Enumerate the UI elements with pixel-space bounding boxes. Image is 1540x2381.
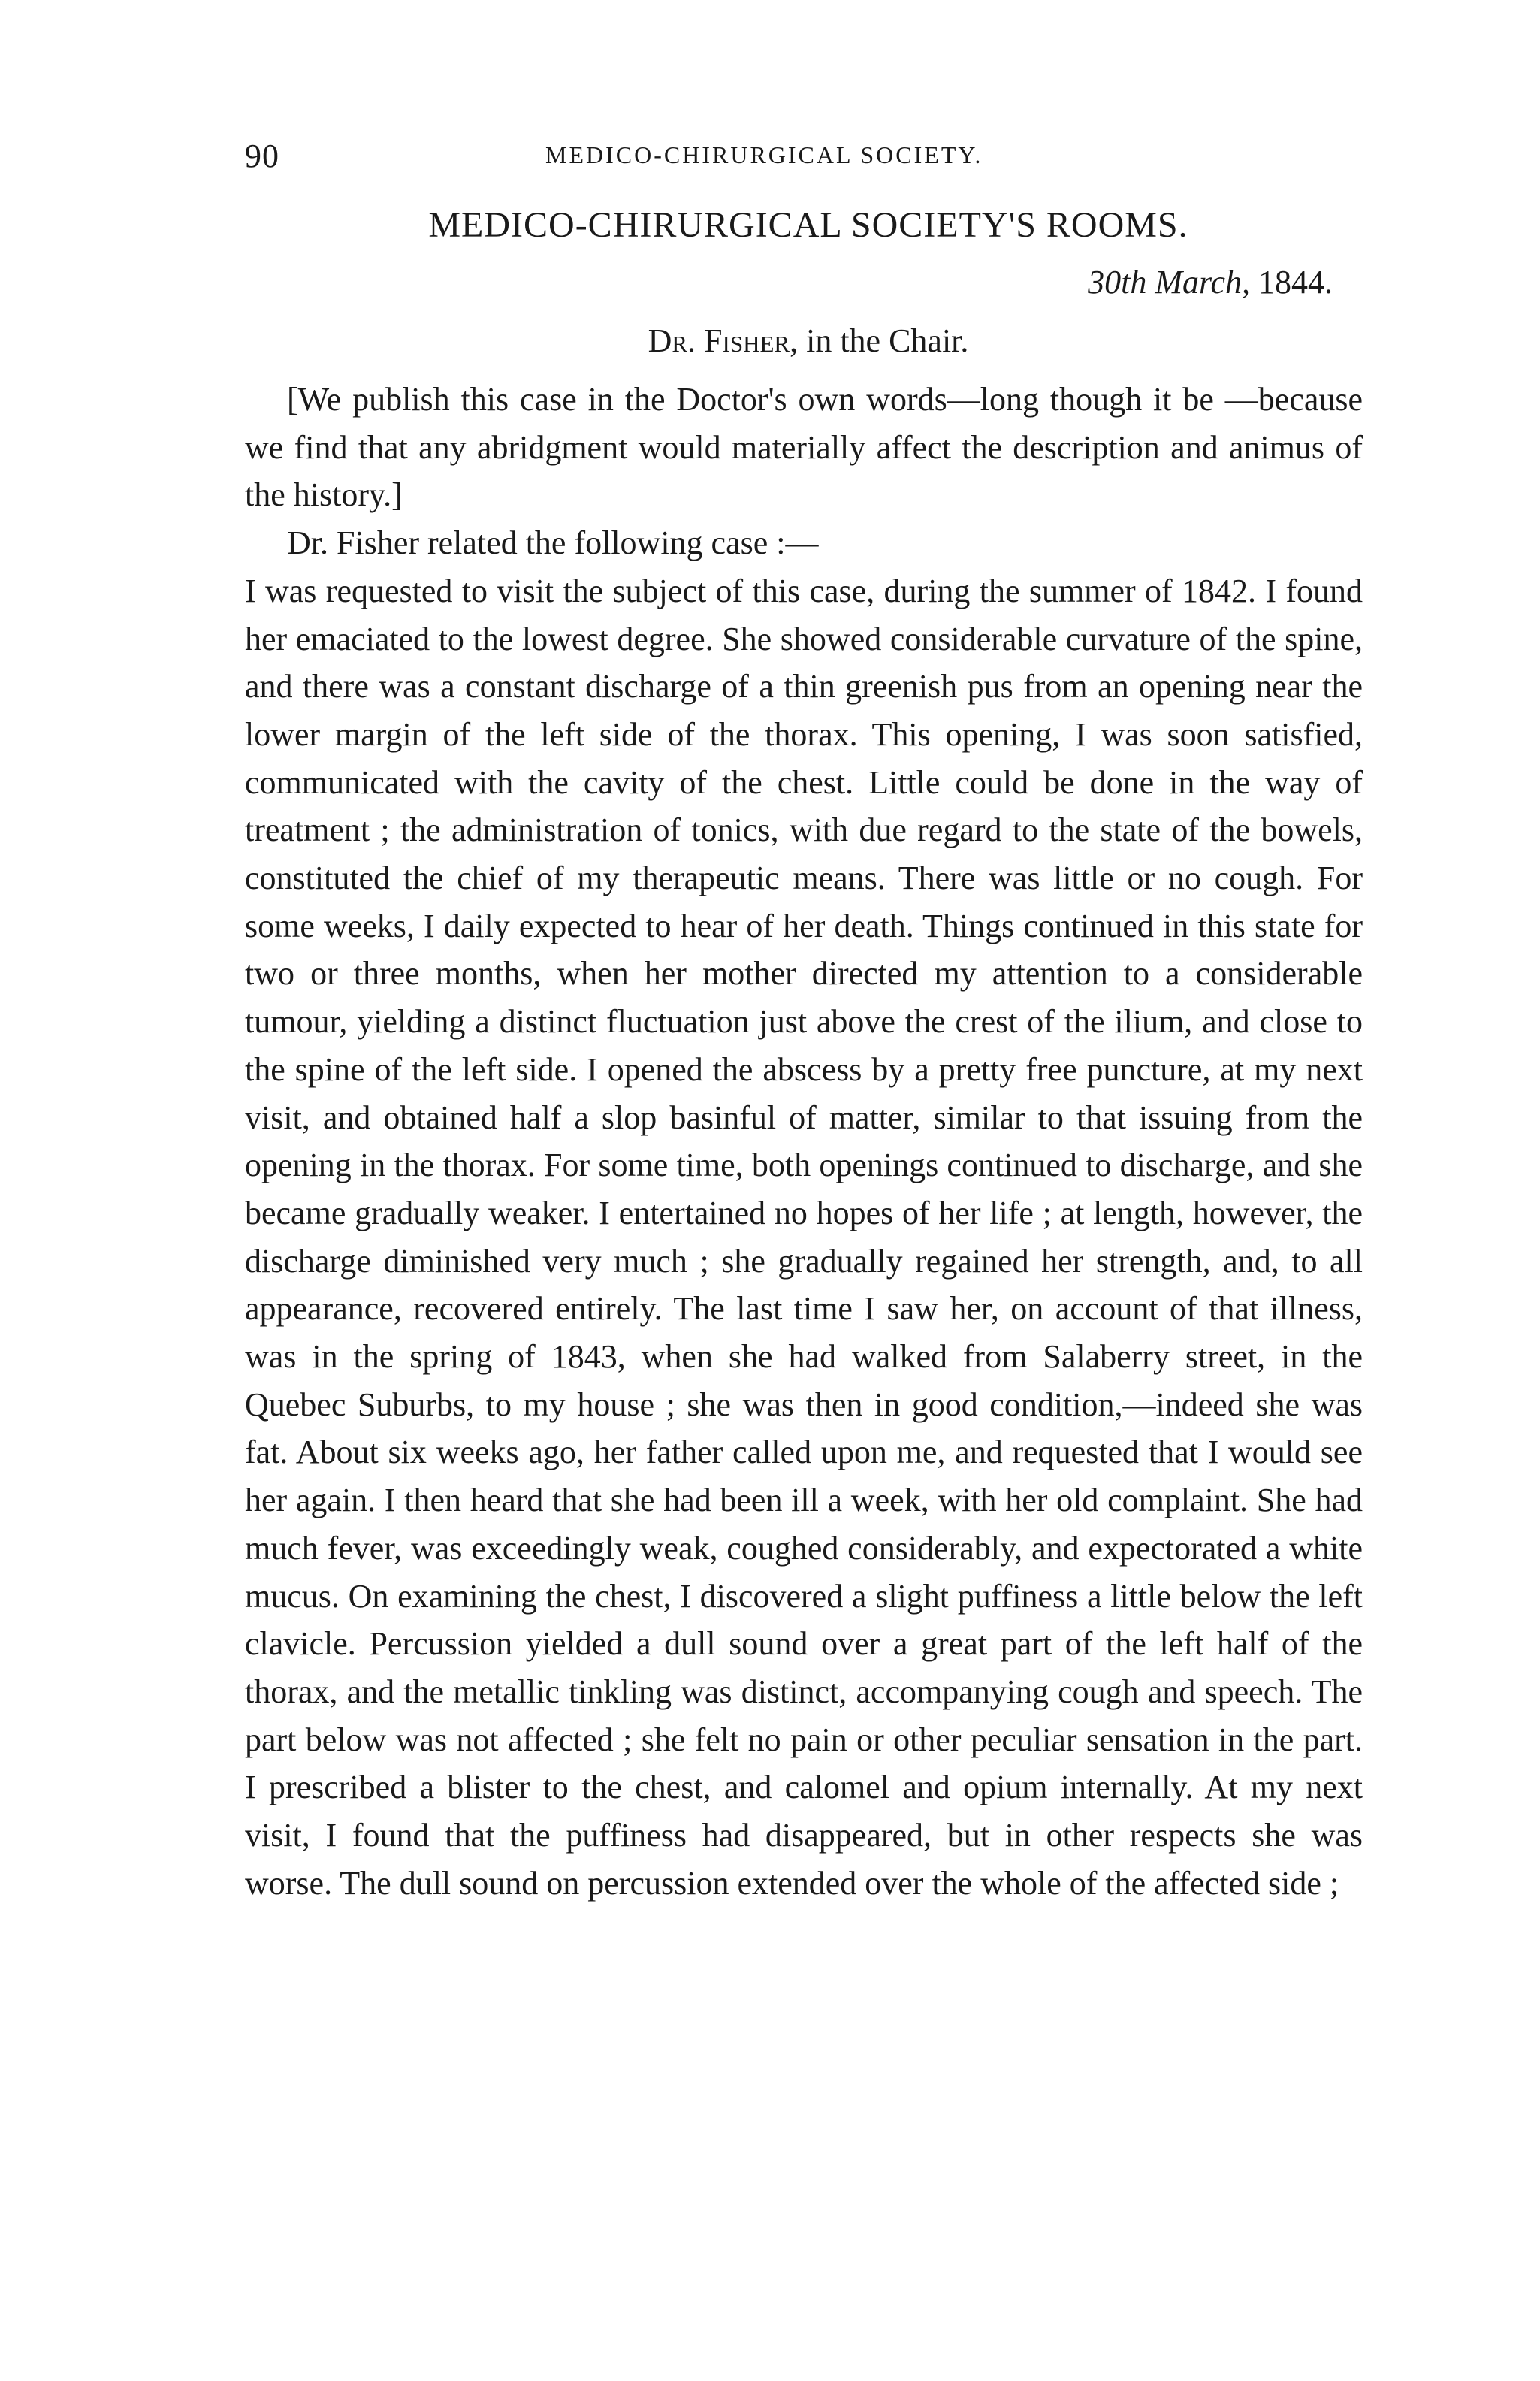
case-intro: Dr. Fisher related the following case :—	[287, 524, 819, 562]
chair-line	[245, 322, 1372, 360]
case-paragraph: I was requested to visit the subject of this case, during the summer of 1842. I found her emaciated to the lowest degree. She showed considerable curvature of the spine, and there was a constant discharge of a thin greenish pus from an opening near the lower margin of the left side of the thorax. This opening, I was soon satisfied, communicated with the cavity of the chest. Little could be done in the way of treatment ; the administration of tonics, with due regard to the state of the bowels, constituted the chief of my therapeutic means. There was little or no cough. For some weeks, I daily expected to hear of her death. Things continued in this state for two or three months, when her mother directed my attention to a considerable tumour, yielding a distinct fluctuation just above the crest of the ilium, and close to the spine of the left side. I opened the abscess by a pretty free puncture, at my next visit, and obtained half a slop basinful of matter, similar to that issuing from the opening in the thorax. For some time, both openings continued to discharge, and she became gradually weaker. I entertained no hopes of her life ; at length, however, the discharge diminished very much ; she gradually regained her strength, and, to all appearance, recovered entirely. The last time I saw her, on account of that illness, was in the spring of 1843, when she had walked from Salaberry street, in the Quebec Suburbs, to my house ; she was then in good condition,—indeed she was fat. About six weeks ago, her father called upon me, and requested that I would see her again. I then heard that she had been ill a week, with her old complaint. She had much fever, was exceedingly weak, coughed considerably, and expectorated a white mucus. On examining the chest, I discovered a slight puffiness a little below the left clavicle. Percussion yielded a dull sound over a great part of the left half of the thorax, and the metallic tinkling was distinct, accompanying cough and speech. The part below was not affected ; she felt no pain or other peculiar sensation in the part. I prescribed a blister to the chest, and calomel and opium internally. At my next visit, I found that the puffiness had disappeared, but in other respects she was worse. The dull sound on percussion extended over the whole of the affected side ;	[245, 572, 1363, 1902]
editor-note: [We publish this case in the Doctor's own words—long though it be —because we find that any abridgment would materially affect the description and animus of the history.]	[245, 381, 1363, 514]
running-head	[245, 137, 1372, 182]
meeting-date	[1088, 263, 1333, 301]
page-number: 90	[245, 137, 279, 174]
meeting-date-year: 1844.	[1258, 264, 1333, 301]
body-text	[245, 376, 1363, 1908]
section-title: MEDICO-CHIRURGICAL SOCIETY'S ROOMS.	[428, 205, 1188, 245]
running-title: MEDICO-CHIRURGICAL SOCIETY.	[545, 141, 983, 168]
meeting-date-day: 30th March,	[1088, 264, 1250, 301]
chair-suffix: in the Chair.	[806, 322, 969, 359]
chair-name: Dr. Fisher,	[648, 322, 799, 359]
